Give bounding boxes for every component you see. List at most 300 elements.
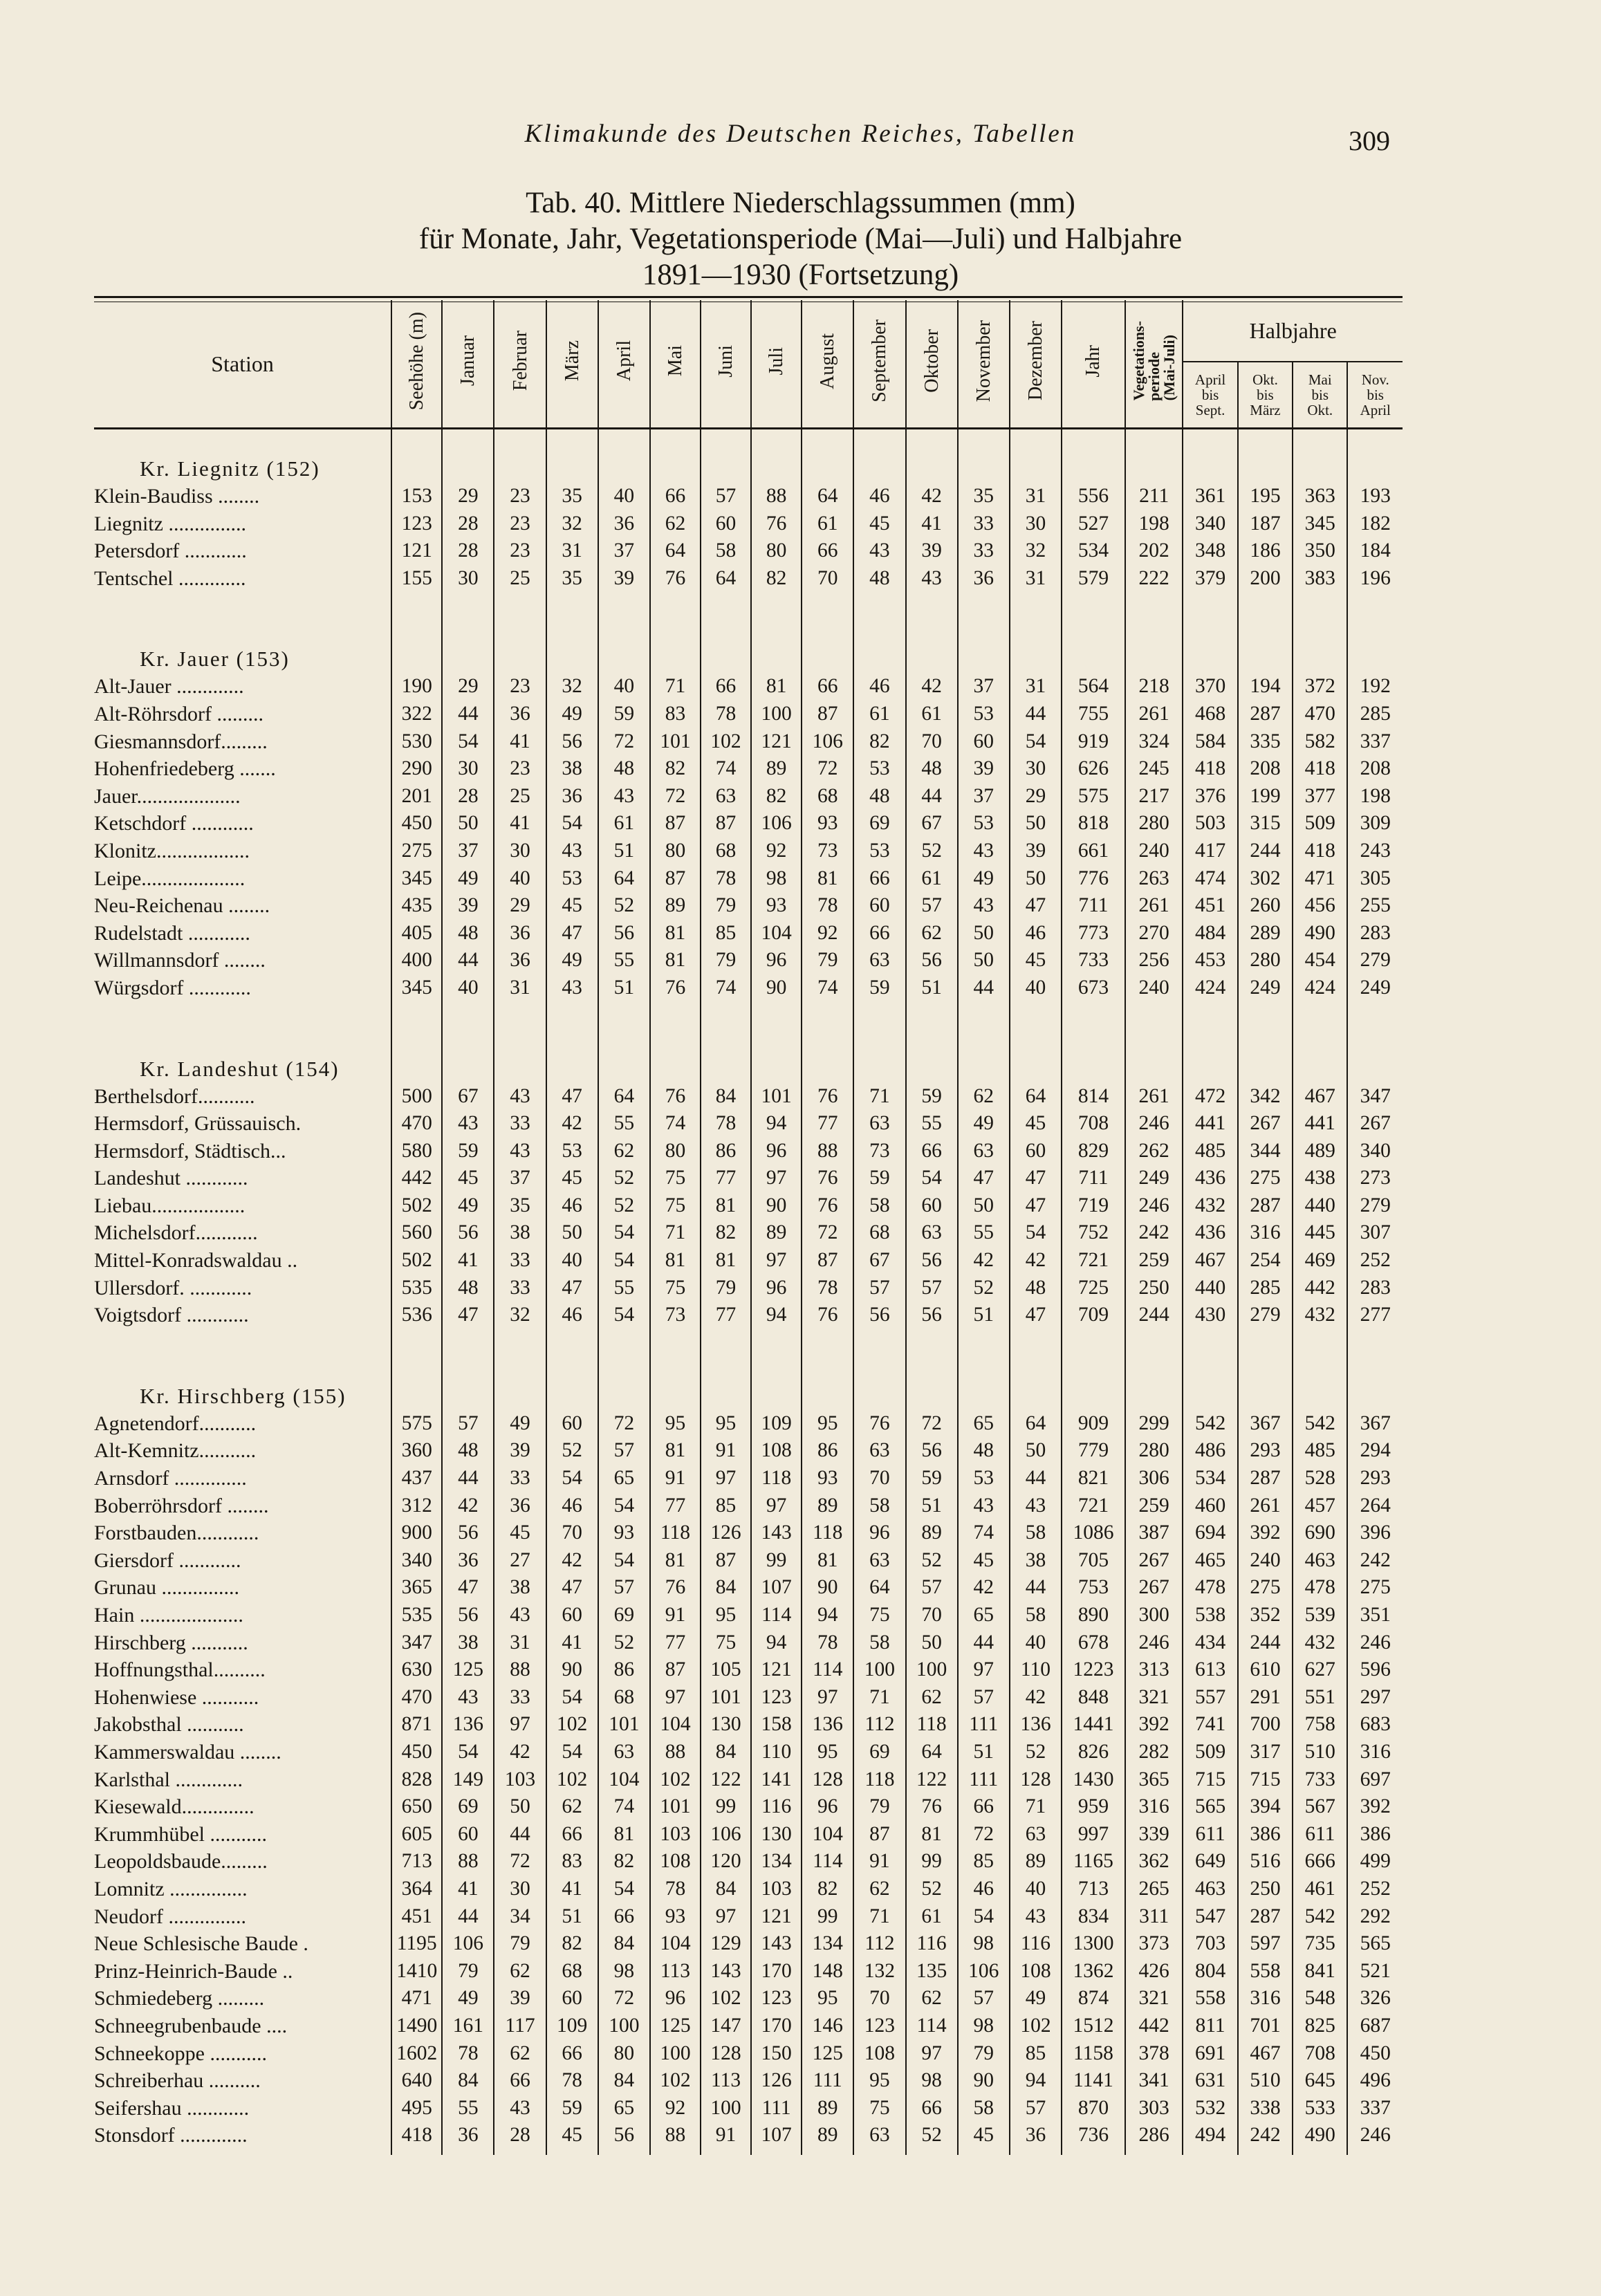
value-cell: 66 xyxy=(853,865,905,893)
value-cell: 109 xyxy=(546,2012,598,2040)
value-cell: 293 xyxy=(1347,1465,1403,1492)
value-cell: 77 xyxy=(650,1629,701,1657)
value-cell: 275 xyxy=(1347,1574,1403,1602)
table-row xyxy=(94,1247,1403,1275)
value-cell: 62 xyxy=(958,1083,1010,1111)
value-cell: 25 xyxy=(494,783,546,811)
halbjahr-nov-april xyxy=(1347,362,1403,429)
value-cell: 89 xyxy=(650,892,701,920)
value-cell: 33 xyxy=(494,1684,546,1712)
value-cell: 43 xyxy=(494,1602,546,1629)
value-cell: 78 xyxy=(546,2067,598,2095)
value-cell: 533 xyxy=(1293,2095,1347,2122)
station-name: Hain .................... xyxy=(94,1604,243,1627)
station-name: Hohenwiese ........... xyxy=(94,1685,259,1709)
value-cell: 43 xyxy=(853,537,905,565)
value-cell: 101 xyxy=(598,1711,650,1739)
value-cell: 37 xyxy=(958,783,1010,811)
value-cell: 56 xyxy=(853,1302,905,1329)
value-cell: 242 xyxy=(1347,1547,1403,1575)
value-cell: 40 xyxy=(1010,974,1062,1002)
value-cell: 80 xyxy=(650,1138,701,1165)
value-cell: 303 xyxy=(1125,2095,1183,2122)
value-cell: 267 xyxy=(1347,1110,1403,1138)
value-cell: 100 xyxy=(751,701,802,728)
col-header-label: März xyxy=(561,340,583,382)
value-cell: 534 xyxy=(1183,1465,1237,1492)
empty-cell xyxy=(494,2149,546,2155)
value-cell: 84 xyxy=(598,2067,650,2095)
value-cell: 713 xyxy=(1062,1876,1125,1903)
value-cell: 64 xyxy=(906,1739,958,1766)
value-cell: 610 xyxy=(1238,1656,1293,1684)
value-cell: 560 xyxy=(391,1219,442,1247)
value-cell: 43 xyxy=(1010,1903,1062,1931)
value-cell: 61 xyxy=(906,865,958,893)
value-cell: 71 xyxy=(650,1219,701,1247)
value-cell: 528 xyxy=(1293,1465,1347,1492)
precipitation-table xyxy=(94,300,1403,2155)
station-name: Neu-Reichenau ........ xyxy=(94,894,270,918)
value-cell: 290 xyxy=(391,755,442,783)
value-cell: 86 xyxy=(598,1656,650,1684)
value-cell: 708 xyxy=(1293,2040,1347,2068)
value-cell: 111 xyxy=(958,1766,1010,1794)
value-cell: 113 xyxy=(701,2067,751,2095)
value-cell: 88 xyxy=(494,1656,546,1684)
value-cell: 95 xyxy=(802,1410,853,1438)
value-cell: 102 xyxy=(546,1711,598,1739)
empty-cell xyxy=(650,1002,701,1083)
value-cell: 32 xyxy=(1010,537,1062,565)
value-cell: 47 xyxy=(546,1574,598,1602)
value-cell: 85 xyxy=(958,1848,1010,1876)
value-cell: 42 xyxy=(546,1110,598,1138)
value-cell: 84 xyxy=(701,1083,751,1111)
station-name: Kiesewald.............. xyxy=(94,1795,255,1819)
table-row xyxy=(94,920,1403,947)
value-cell: 345 xyxy=(1293,510,1347,538)
value-cell: 85 xyxy=(701,920,751,947)
empty-cell xyxy=(546,1329,598,1410)
value-cell: 90 xyxy=(802,1574,853,1602)
value-cell: 42 xyxy=(958,1574,1010,1602)
empty-cell xyxy=(1238,592,1293,673)
value-cell: 316 xyxy=(1347,1739,1403,1766)
value-cell: 463 xyxy=(1293,1547,1347,1575)
value-cell: 121 xyxy=(751,728,802,756)
value-cell: 106 xyxy=(701,1821,751,1849)
value-cell: 280 xyxy=(1125,810,1183,837)
value-cell: 478 xyxy=(1183,1574,1237,1602)
value-cell: 40 xyxy=(546,1247,598,1275)
value-cell: 240 xyxy=(1125,837,1183,865)
station-name: Alt-Röhrsdorf ......... xyxy=(94,702,263,725)
value-cell: 456 xyxy=(1293,892,1347,920)
value-cell: 44 xyxy=(442,701,494,728)
value-cell: 255 xyxy=(1347,892,1403,920)
station-name: Petersdorf ............ xyxy=(94,539,247,563)
value-cell: 87 xyxy=(650,1656,701,1684)
value-cell: 246 xyxy=(1125,1192,1183,1220)
value-cell: 130 xyxy=(701,1711,751,1739)
value-cell: 49 xyxy=(442,1192,494,1220)
value-cell: 57 xyxy=(598,1437,650,1465)
value-cell: 35 xyxy=(546,483,598,510)
value-cell: 418 xyxy=(391,2122,442,2149)
value-cell: 32 xyxy=(546,673,598,701)
value-cell: 143 xyxy=(751,1519,802,1547)
value-cell: 58 xyxy=(1010,1519,1062,1547)
value-cell: 567 xyxy=(1293,1793,1347,1821)
value-cell: 170 xyxy=(751,1958,802,1985)
value-cell: 542 xyxy=(1183,1410,1237,1438)
value-cell: 170 xyxy=(751,2012,802,2040)
value-cell: 47 xyxy=(1010,892,1062,920)
value-cell: 52 xyxy=(958,1275,1010,1302)
value-cell: 43 xyxy=(1010,1492,1062,1520)
value-cell: 340 xyxy=(1183,510,1237,538)
value-cell: 535 xyxy=(391,1275,442,1302)
value-cell: 84 xyxy=(701,1574,751,1602)
value-cell: 54 xyxy=(598,1247,650,1275)
value-cell: 418 xyxy=(1183,755,1237,783)
value-cell: 97 xyxy=(802,1684,853,1712)
value-cell: 149 xyxy=(442,1766,494,1794)
value-cell: 143 xyxy=(751,1930,802,1958)
table-row xyxy=(94,892,1403,920)
value-cell: 496 xyxy=(1347,2067,1403,2095)
empty-cell xyxy=(598,592,650,673)
table-row xyxy=(94,1766,1403,1794)
value-cell: 752 xyxy=(1062,1219,1125,1247)
value-cell: 37 xyxy=(442,837,494,865)
value-cell: 246 xyxy=(1347,1629,1403,1657)
value-cell: 96 xyxy=(650,1985,701,2012)
value-cell: 88 xyxy=(442,1848,494,1876)
value-cell: 199 xyxy=(1238,783,1293,811)
station-name: Grunau ............... xyxy=(94,1576,239,1600)
value-cell: 75 xyxy=(650,1275,701,1302)
empty-cell xyxy=(802,2149,853,2155)
value-cell: 82 xyxy=(598,1848,650,1876)
value-cell: 79 xyxy=(442,1958,494,1985)
value-cell: 76 xyxy=(650,565,701,593)
value-cell: 63 xyxy=(1010,1821,1062,1849)
value-cell: 161 xyxy=(442,2012,494,2040)
value-cell: 99 xyxy=(701,1793,751,1821)
value-cell: 50 xyxy=(958,1192,1010,1220)
value-cell: 65 xyxy=(958,1602,1010,1629)
value-cell: 94 xyxy=(1010,2067,1062,2095)
value-cell: 312 xyxy=(391,1492,442,1520)
value-cell: 82 xyxy=(701,1219,751,1247)
empty-cell xyxy=(1062,592,1125,673)
value-cell: 64 xyxy=(598,1083,650,1111)
value-cell: 405 xyxy=(391,920,442,947)
empty-cell xyxy=(1062,429,1125,483)
value-cell: 249 xyxy=(1347,974,1403,1002)
value-cell: 244 xyxy=(1238,837,1293,865)
value-cell: 90 xyxy=(751,1192,802,1220)
value-cell: 244 xyxy=(1238,1629,1293,1657)
value-cell: 96 xyxy=(751,947,802,974)
value-cell: 45 xyxy=(546,2122,598,2149)
value-cell: 105 xyxy=(701,1656,751,1684)
value-cell: 81 xyxy=(802,865,853,893)
value-cell: 468 xyxy=(1183,701,1237,728)
value-cell: 396 xyxy=(1347,1519,1403,1547)
value-cell: 70 xyxy=(546,1519,598,1547)
station-name: Kammerswaldau ........ xyxy=(94,1740,281,1763)
station-name: Hermsdorf, Grüssauisch. xyxy=(94,1112,302,1136)
value-cell: 48 xyxy=(853,783,905,811)
value-cell: 261 xyxy=(1125,892,1183,920)
halbjahr-line: April xyxy=(1360,402,1391,418)
col-header-februar xyxy=(494,300,546,429)
value-cell: 242 xyxy=(1238,2122,1293,2149)
value-cell: 46 xyxy=(958,1876,1010,1903)
value-cell: 267 xyxy=(1125,1547,1183,1575)
value-cell: 392 xyxy=(1347,1793,1403,1821)
value-cell: 461 xyxy=(1293,1876,1347,1903)
value-cell: 424 xyxy=(1293,974,1347,1002)
value-cell: 91 xyxy=(853,1848,905,1876)
station-name: Lomnitz ............... xyxy=(94,1877,248,1900)
table-row xyxy=(94,810,1403,837)
value-cell: 575 xyxy=(1062,783,1125,811)
value-cell: 442 xyxy=(391,1165,442,1192)
value-cell: 259 xyxy=(1125,1492,1183,1520)
value-cell: 39 xyxy=(1010,837,1062,865)
empty-cell xyxy=(906,592,958,673)
value-cell: 136 xyxy=(1010,1711,1062,1739)
station-name: Boberröhrsdorf ........ xyxy=(94,1494,269,1517)
value-cell: 292 xyxy=(1347,1903,1403,1931)
value-cell: 321 xyxy=(1125,1985,1183,2012)
value-cell: 673 xyxy=(1062,974,1125,1002)
value-cell: 30 xyxy=(1010,755,1062,783)
value-cell: 95 xyxy=(650,1410,701,1438)
value-cell: 74 xyxy=(701,755,751,783)
value-cell: 79 xyxy=(701,1275,751,1302)
value-cell: 43 xyxy=(906,565,958,593)
halbjahr-okt-maerz xyxy=(1238,362,1293,429)
value-cell: 23 xyxy=(494,537,546,565)
value-cell: 379 xyxy=(1183,565,1237,593)
value-cell: 54 xyxy=(598,1547,650,1575)
value-cell: 128 xyxy=(701,2040,751,2068)
value-cell: 36 xyxy=(598,510,650,538)
value-cell: 72 xyxy=(650,783,701,811)
value-cell: 47 xyxy=(546,1275,598,1302)
value-cell: 44 xyxy=(958,974,1010,1002)
table-row xyxy=(94,1876,1403,1903)
value-cell: 123 xyxy=(391,510,442,538)
value-cell: 324 xyxy=(1125,728,1183,756)
value-cell: 51 xyxy=(598,974,650,1002)
value-cell: 190 xyxy=(391,673,442,701)
value-cell: 54 xyxy=(906,1165,958,1192)
empty-cell xyxy=(853,1002,905,1083)
station-name: Alt-Jauer ............. xyxy=(94,675,244,698)
value-cell: 470 xyxy=(391,1110,442,1138)
value-cell: 81 xyxy=(650,1247,701,1275)
value-cell: 65 xyxy=(598,1465,650,1492)
value-cell: 79 xyxy=(701,892,751,920)
value-cell: 45 xyxy=(546,892,598,920)
value-cell: 1165 xyxy=(1062,1848,1125,1876)
value-cell: 530 xyxy=(391,728,442,756)
value-cell: 113 xyxy=(650,1958,701,1985)
table-row xyxy=(94,565,1403,593)
value-cell: 471 xyxy=(391,1985,442,2012)
value-cell: 534 xyxy=(1062,537,1125,565)
table-row xyxy=(94,483,1403,510)
value-cell: 818 xyxy=(1062,810,1125,837)
value-cell: 36 xyxy=(546,783,598,811)
value-cell: 87 xyxy=(802,1247,853,1275)
value-cell: 66 xyxy=(598,1903,650,1931)
empty-cell xyxy=(906,1002,958,1083)
value-cell: 1141 xyxy=(1062,2067,1125,2095)
value-cell: 69 xyxy=(853,1739,905,1766)
table-title xyxy=(0,185,1601,293)
value-cell: 94 xyxy=(751,1110,802,1138)
station-name: Schmiedeberg ......... xyxy=(94,1987,265,2010)
value-cell: 470 xyxy=(391,1684,442,1712)
empty-cell xyxy=(906,2149,958,2155)
value-cell: 51 xyxy=(906,974,958,1002)
value-cell: 100 xyxy=(701,2095,751,2122)
value-cell: 50 xyxy=(1010,1437,1062,1465)
value-cell: 50 xyxy=(442,810,494,837)
value-cell: 46 xyxy=(546,1302,598,1329)
empty-cell xyxy=(1010,429,1062,483)
halbjahr-april-sept xyxy=(1183,362,1237,429)
empty-cell xyxy=(598,1002,650,1083)
value-cell: 122 xyxy=(701,1766,751,1794)
value-cell: 649 xyxy=(1183,1848,1237,1876)
value-cell: 997 xyxy=(1062,1821,1125,1849)
empty-cell xyxy=(1183,1329,1237,1410)
table-row xyxy=(94,1656,1403,1684)
station-name: Schreiberhau .......... xyxy=(94,2069,261,2093)
value-cell: 50 xyxy=(906,1629,958,1657)
value-cell: 73 xyxy=(650,1302,701,1329)
empty-cell xyxy=(442,429,494,483)
empty-cell xyxy=(546,592,598,673)
station-name: Hoffnungsthal.......... xyxy=(94,1658,266,1682)
value-cell: 84 xyxy=(442,2067,494,2095)
value-cell: 82 xyxy=(751,783,802,811)
value-cell: 49 xyxy=(958,1110,1010,1138)
station-name: Giersdorf ............ xyxy=(94,1548,241,1572)
value-cell: 509 xyxy=(1183,1739,1237,1766)
value-cell: 63 xyxy=(853,1547,905,1575)
value-cell: 96 xyxy=(802,1793,853,1821)
empty-cell xyxy=(958,2149,1010,2155)
value-cell: 445 xyxy=(1293,1219,1347,1247)
value-cell: 118 xyxy=(802,1519,853,1547)
value-cell: 46 xyxy=(546,1192,598,1220)
value-cell: 35 xyxy=(546,565,598,593)
empty-cell xyxy=(1347,2149,1403,2155)
value-cell: 117 xyxy=(494,2012,546,2040)
value-cell: 62 xyxy=(906,920,958,947)
value-cell: 73 xyxy=(853,1138,905,1165)
empty-cell xyxy=(391,2149,442,2155)
value-cell: 261 xyxy=(1125,1083,1183,1111)
value-cell: 72 xyxy=(598,728,650,756)
value-cell: 84 xyxy=(701,1876,751,1903)
station-name: Schneekoppe ........... xyxy=(94,2042,267,2065)
value-cell: 38 xyxy=(494,1574,546,1602)
value-cell: 101 xyxy=(701,1684,751,1712)
table-row xyxy=(94,1083,1403,1111)
value-cell: 46 xyxy=(546,1492,598,1520)
value-cell: 326 xyxy=(1347,1985,1403,2012)
empty-cell xyxy=(751,592,802,673)
value-cell: 93 xyxy=(802,810,853,837)
value-cell: 57 xyxy=(442,1410,494,1438)
value-cell: 804 xyxy=(1183,1958,1237,1985)
value-cell: 758 xyxy=(1293,1711,1347,1739)
value-cell: 43 xyxy=(494,2095,546,2122)
value-cell: 91 xyxy=(650,1602,701,1629)
value-cell: 69 xyxy=(853,810,905,837)
value-cell: 556 xyxy=(1062,483,1125,510)
value-cell: 33 xyxy=(494,1465,546,1492)
value-cell: 467 xyxy=(1238,2040,1293,2068)
value-cell: 51 xyxy=(906,1492,958,1520)
value-cell: 136 xyxy=(802,1711,853,1739)
value-cell: 54 xyxy=(546,1465,598,1492)
station-name: Michelsdorf............ xyxy=(94,1221,258,1245)
value-cell: 218 xyxy=(1125,673,1183,701)
value-cell: 72 xyxy=(494,1848,546,1876)
table-row xyxy=(94,1930,1403,1958)
value-cell: 558 xyxy=(1183,1985,1237,2012)
value-cell: 59 xyxy=(598,701,650,728)
col-header-label: Juli xyxy=(766,346,788,376)
value-cell: 77 xyxy=(802,1110,853,1138)
value-cell: 471 xyxy=(1293,865,1347,893)
table-row xyxy=(94,673,1403,701)
value-cell: 68 xyxy=(701,837,751,865)
value-cell: 134 xyxy=(751,1848,802,1876)
value-cell: 211 xyxy=(1125,483,1183,510)
value-cell: 61 xyxy=(802,510,853,538)
value-cell: 95 xyxy=(701,1602,751,1629)
value-cell: 61 xyxy=(853,701,905,728)
value-cell: 121 xyxy=(751,1903,802,1931)
value-cell: 890 xyxy=(1062,1602,1125,1629)
value-cell: 75 xyxy=(853,1602,905,1629)
value-cell: 299 xyxy=(1125,1410,1183,1438)
station-header: Station xyxy=(94,300,391,429)
value-cell: 60 xyxy=(906,1192,958,1220)
value-cell: 418 xyxy=(1293,837,1347,865)
empty-cell xyxy=(1183,2149,1237,2155)
value-cell: 55 xyxy=(442,2095,494,2122)
value-cell: 55 xyxy=(958,1219,1010,1247)
value-cell: 490 xyxy=(1293,2122,1347,2149)
value-cell: 457 xyxy=(1293,1492,1347,1520)
value-cell: 81 xyxy=(906,1821,958,1849)
value-cell: 64 xyxy=(1010,1083,1062,1111)
empty-cell xyxy=(650,2149,701,2155)
